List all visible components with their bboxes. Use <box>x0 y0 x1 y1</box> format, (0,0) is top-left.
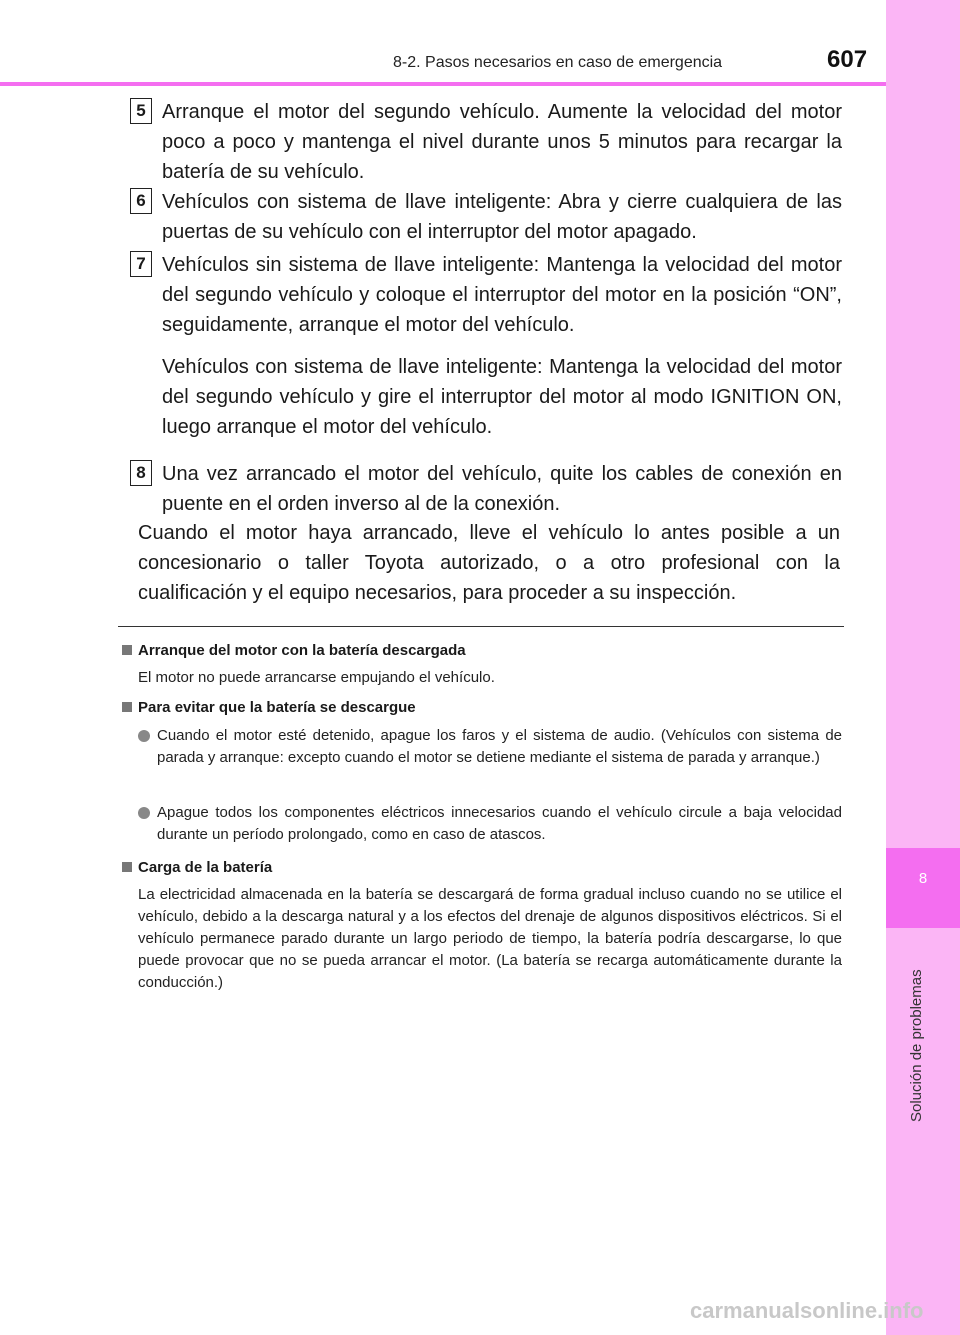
page-number: 607 <box>827 46 868 73</box>
square-bullet-icon <box>122 645 132 655</box>
section-title: 8-2. Pasos necesarios en caso de emergencia <box>393 54 723 71</box>
square-bullet-icon <box>122 862 132 872</box>
note-text: La electricidad almacenada en la batería se descargará de forma gradual incluso cuando no se utilice el vehículo, debido a la descarga natural y a los efectos del drenaje de algunos dispositivos eléctricos. Si el vehículo permanece parado durante un largo periodo de tiempo, la batería podría descargarse, lo que puede provocar que no se pueda arrancar el motor. (La batería se recarga automáticamente durante la conducción.) <box>138 886 842 991</box>
step-number-box: 7 <box>130 251 152 277</box>
step-number-box: 8 <box>130 460 152 486</box>
note-heading: Carga de la batería <box>122 858 272 878</box>
step-text: Vehículos con sistema de llave inteligente: Abra y cierre cualquiera de las puertas de su vehículo con el interruptor del motor apagado. <box>162 191 842 243</box>
note-bullet: Cuando el motor esté detenido, apague los faros y el sistema de audio. (Vehículos con sistema de parada y arranque: excepto cuando el motor se detiene mediante el sistema de parada y arranque.) <box>138 725 842 769</box>
step-text: Arranque el motor del segundo vehículo. Aumente la velocidad del motor poco a poco y mantenga el nivel durante unos 5 minutos para recargar la batería de su vehículo. <box>162 101 842 183</box>
circle-bullet-icon <box>138 730 150 742</box>
step-7 <box>130 250 842 442</box>
step-6 <box>130 187 842 247</box>
page-header <box>0 0 886 86</box>
step-text: Vehículos sin sistema de llave inteligente: Mantenga la velocidad del motor del segundo vehículo y coloque el interruptor del motor en la posición “ON”, seguidamente, arranque el motor del vehículo. <box>162 254 842 336</box>
note-bullet: Apague todos los componentes eléctricos innecesarios cuando el vehículo circule a baja velocidad durante un período prolongado, como en caso de atascos. <box>138 802 842 846</box>
step-5 <box>130 97 842 187</box>
section-divider <box>118 626 844 627</box>
note-heading: Arranque del motor con la batería descargada <box>122 641 466 661</box>
step-text: Vehículos con sistema de llave inteligente: Mantenga la velocidad del motor del segundo vehículo y gire el interruptor del motor al modo IGNITION ON, luego arranque el motor del vehículo. <box>162 356 842 438</box>
step-8 <box>130 459 842 519</box>
square-bullet-icon <box>122 702 132 712</box>
chapter-side-tab <box>886 0 960 1335</box>
note-text: El motor no puede arrancarse empujando el vehículo. <box>138 669 495 686</box>
chapter-number-block <box>886 848 960 928</box>
chapter-section-label: Solución de problemas <box>908 969 925 1122</box>
chapter-number: 8 <box>918 870 928 887</box>
circle-bullet-icon <box>138 807 150 819</box>
closing-paragraph: Cuando el motor haya arrancado, lleve el vehículo lo antes posible a un concesionario o taller Toyota autorizado, o a otro profesional con la cualificación y el equipo necesarios, para proceder a su inspección. <box>138 522 840 604</box>
watermark: carmanualsonline.info <box>690 1298 924 1323</box>
step-number-box: 6 <box>130 188 152 214</box>
step-text: Una vez arrancado el motor del vehículo, quite los cables de conexión en puente en el orden inverso al de la conexión. <box>162 463 842 515</box>
note-heading: Para evitar que la batería se descargue <box>122 698 416 718</box>
header-rule <box>0 82 886 86</box>
step-number-box: 5 <box>130 98 152 124</box>
